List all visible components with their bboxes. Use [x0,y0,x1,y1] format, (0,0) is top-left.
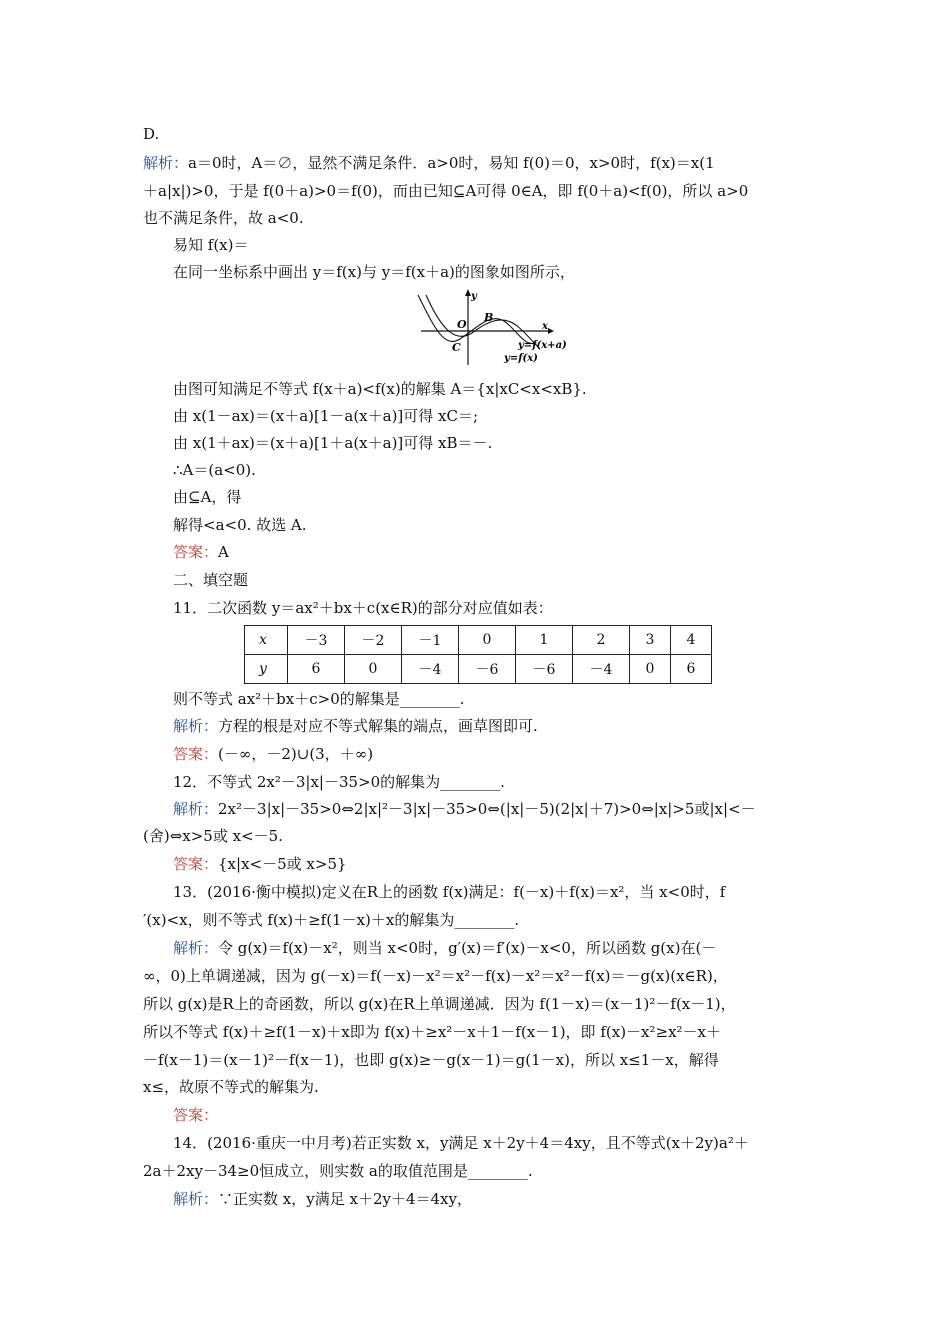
table-cell: 0 [630,655,671,684]
value-table [244,625,712,684]
text-line: 也不满足条件，故 a<0. [143,209,304,227]
point-b-label: B [484,311,494,324]
curve-label-f-x: y=f(x) [504,353,538,364]
text-line: 由 x(1－ax)＝(x＋a)[1－a(x＋a)]可得 xC＝; [173,407,479,425]
analysis-label: 解析： [143,154,189,172]
text-line: ∞，0)上单调递减，因为 g(－x)＝f(－x)－x²＝x²－f(x)－x²＝x²－f(x)＝－g(x)(x∈R)， [143,967,728,985]
text-line [173,853,853,875]
table-cell: y [245,655,288,684]
line-text: A [218,543,229,561]
table-cell: 1 [516,626,573,655]
table-cell: 6 [288,655,345,684]
text-line: x≤，故原不等式的解集为. [143,1078,319,1096]
table-cell: －6 [459,655,516,684]
question-text: 13．(2016·衡中模拟)定义在R上的函数 f(x)满足：f(－x)＋f(x)＝x²，当 x<0时，f [173,883,726,901]
answer-label: 答案： [173,543,219,561]
table-cell: －1 [402,626,459,655]
section-heading: 二、填空题 [173,571,249,589]
answer-label: 答案： [173,855,219,873]
text-line: D. [143,125,160,143]
table-cell: 0 [345,655,402,684]
text-line [173,541,853,563]
line-text: {x|x<－5或 x>5} [218,855,347,873]
text-line: (舍)⇔x>5或 x<－5. [143,827,283,845]
table-row [245,626,712,655]
table-cell: －4 [573,655,630,684]
table-cell: 4 [671,626,712,655]
table-cell: －3 [288,626,345,655]
text-line [173,1188,853,1210]
text-line [173,1104,853,1126]
text-line: 在同一坐标系中画出 y＝f(x)与 y＝f(x＋a)的图象如图所示， [173,263,575,281]
text-line: 解得<a<0. 故选 A. [173,516,307,534]
table-cell: 6 [671,655,712,684]
text-line [173,743,853,765]
line-text: 令 g(x)＝f(x)－x²，则当 x<0时，g′(x)＝f′(x)－x<0，所以函数 g(x)在(－ [218,939,717,957]
x-axis-label: x [542,321,548,332]
table-cell: －6 [516,655,573,684]
origin-label: O [457,318,467,331]
table-cell: 0 [459,626,516,655]
question-text: ′(x)<x，则不等式 f(x)＋≥f(1－x)＋x的解集为________. [143,911,520,929]
text-line: －f(x－1)＝(x－1)²－f(x－1)，也即 g(x)≥－g(x－1)＝g(1－x)，所以 x≤1－x，解得 [143,1051,719,1069]
text-line [143,152,823,174]
point-c-label: C [452,341,461,354]
text-line: 易知 f(x)＝ [173,236,249,254]
table-cell: 2 [573,626,630,655]
analysis-label: 解析： [173,939,219,957]
answer-label: 答案： [173,745,219,763]
table-cell: 3 [630,626,671,655]
table-cell: x [245,626,288,655]
analysis-label: 解析： [173,800,219,818]
function-graph-figure [416,287,586,367]
table-row [245,655,712,684]
answer-label: 答案： [173,1106,219,1124]
line-text: 方程的根是对应不等式解集的端点，画草图即可. [218,717,538,735]
text-line [173,715,853,737]
text-line: 所以 g(x)是R上的奇函数，所以 g(x)在R上单调递减．因为 f(1－x)＝(x－1)²－f(x－1)， [143,995,736,1013]
table-cell: －4 [402,655,459,684]
x-axis-arrow-icon [548,328,554,334]
question-text: 2a＋2xy－34≥0恒成立，则实数 a的取值范围是________. [143,1162,533,1180]
question-text: 14．(2016·重庆一中月考)若正实数 x，y满足 x＋2y＋4＝4xy，且不等式(x＋2y)a²＋ [173,1134,749,1152]
curve-label-f-x-plus-a: y=f(x+a) [518,340,567,351]
line-text: 2x²－3|x|－35>0⇔2|x|²－3|x|－35>0⇔(|x|－5)(2|x|＋7)>0⇔|x|>5或|x|<－ [218,800,756,818]
text-line: 由⊆A，得 [173,488,242,506]
text-line: ＋a|x|)>0，于是 f(0＋a)>0＝f(0)，而由已知⊆A可得 0∈A，即 f(0＋a)<f(0)，所以 a>0 [143,182,749,200]
question-text: 则不等式 ax²＋bx＋c>0的解集是________. [173,690,465,708]
text-line: ∴A＝(a<0). [173,461,256,479]
question-text: 11．二次函数 y＝ax²＋bx＋c(x∈R)的部分对应值如表： [173,599,553,617]
table-cell: －2 [345,626,402,655]
line-text: ∵正实数 x，y满足 x＋2y＋4＝4xy， [218,1190,472,1208]
text-line [173,937,853,959]
text-line [173,798,853,820]
curve-f-x-plus-a [418,295,536,344]
question-text: 12．不等式 2x²－3|x|－35>0的解集为________. [173,773,505,791]
y-axis-label: y [471,291,477,302]
text-line: 所以不等式 f(x)＋≥f(1－x)＋x即为 f(x)＋≥x²－x＋1－f(x－1)，即 f(x)－x²≥x²－x＋ [143,1023,722,1041]
line-text: (－∞，－2)∪(3，＋∞) [218,745,374,763]
analysis-label: 解析： [173,1190,219,1208]
analysis-label: 解析： [173,717,219,735]
text-line: 由图可知满足不等式 f(x＋a)<f(x)的解集 A＝{x|xC<x<xB}. [173,380,587,398]
line-text: a＝0时，A＝∅，显然不满足条件．a>0时，易知 f(0)＝0，x>0时，f(x)＝x(1 [188,154,715,172]
text-line: 由 x(1＋ax)＝(x＋a)[1＋a(x＋a)]可得 xB＝－. [173,434,493,452]
